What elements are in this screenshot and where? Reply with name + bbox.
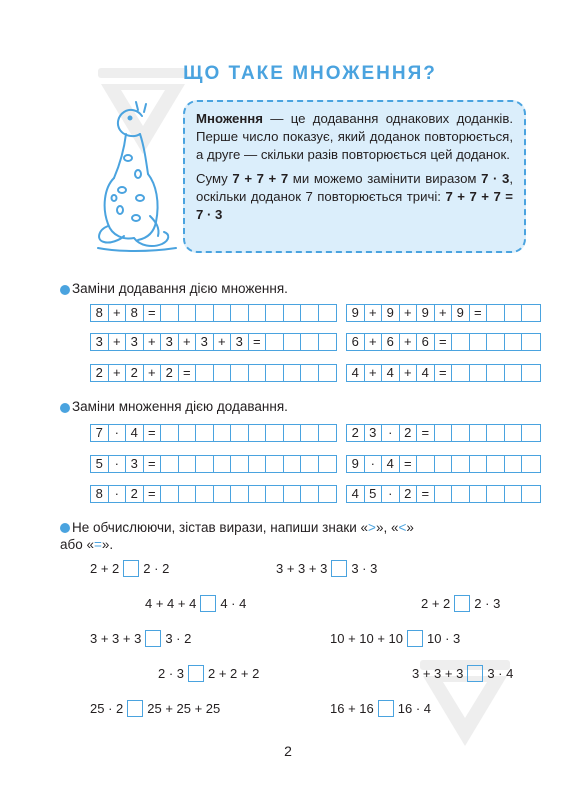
grid-cell[interactable]: 8	[126, 305, 144, 321]
grid-cell[interactable]: ·	[109, 486, 127, 502]
right-expression: 2 · 2	[143, 561, 170, 576]
grid-cell[interactable]	[196, 365, 214, 381]
grid-cell[interactable]	[505, 486, 523, 502]
grid-cell[interactable]	[319, 425, 337, 441]
grid-cell[interactable]	[522, 334, 540, 350]
grid-cell[interactable]	[284, 305, 302, 321]
grid-cell[interactable]	[470, 425, 488, 441]
grid-cell[interactable]	[249, 425, 267, 441]
grid-cell[interactable]	[266, 486, 284, 502]
example-part: Суму	[196, 171, 233, 186]
grid-cell[interactable]	[301, 334, 319, 350]
left-expression: 4 + 4 + 4	[145, 596, 197, 611]
grid-cell[interactable]	[522, 456, 540, 472]
grid-cell[interactable]	[505, 456, 523, 472]
comparison-item	[145, 595, 246, 612]
grid-cell[interactable]: ·	[382, 425, 400, 441]
label-part: ».	[101, 537, 114, 552]
grid-cell[interactable]	[231, 425, 249, 441]
answer-strip[interactable]	[90, 455, 337, 473]
grid-cell[interactable]	[301, 365, 319, 381]
answer-box[interactable]	[200, 595, 216, 612]
left-expression: 2 · 3	[158, 666, 185, 681]
grid-cell[interactable]: ·	[365, 456, 383, 472]
grid-cell[interactable]: +	[179, 334, 197, 350]
grid-cell[interactable]: ·	[109, 425, 127, 441]
grid-cell[interactable]	[452, 456, 470, 472]
grid-cell[interactable]: +	[109, 334, 127, 350]
grid-cell[interactable]	[522, 365, 540, 381]
right-expression: 2 + 2 + 2	[208, 666, 260, 681]
grid-cell[interactable]: =	[249, 334, 267, 350]
grid-cell[interactable]	[214, 365, 232, 381]
grid-cell[interactable]: 6	[347, 334, 365, 350]
answer-box[interactable]	[331, 560, 347, 577]
grid-cell[interactable]	[319, 486, 337, 502]
grid-cell[interactable]: =	[417, 425, 435, 441]
grid-cell[interactable]: 2	[400, 486, 418, 502]
grid-cell[interactable]	[214, 305, 232, 321]
answer-box[interactable]	[454, 595, 470, 612]
task2-label: Заміни множення дією додавання.	[72, 399, 288, 414]
answer-strip[interactable]	[90, 304, 337, 322]
grid-cell[interactable]	[266, 425, 284, 441]
grid-cell[interactable]: 4	[126, 425, 144, 441]
grid-cell[interactable]	[266, 305, 284, 321]
answer-box[interactable]	[188, 665, 204, 682]
grid-cell[interactable]	[179, 456, 197, 472]
comparison-item	[412, 665, 513, 682]
comparison-item	[90, 630, 191, 647]
grid-cell[interactable]: =	[400, 456, 418, 472]
grid-cell[interactable]: +	[400, 334, 418, 350]
left-expression: 3 + 3 + 3	[90, 631, 142, 646]
grid-cell[interactable]	[487, 486, 505, 502]
label-part: », «	[375, 520, 399, 535]
grid-cell[interactable]: 2	[126, 365, 144, 381]
grid-cell[interactable]: 4	[382, 456, 400, 472]
grid-cell[interactable]	[470, 334, 488, 350]
grid-cell[interactable]: 4	[347, 365, 365, 381]
task3-label	[60, 519, 540, 553]
grid-cell[interactable]: +	[435, 305, 453, 321]
grid-cell[interactable]	[179, 425, 197, 441]
right-expression: 16 · 4	[397, 701, 431, 716]
grid-cell[interactable]	[266, 456, 284, 472]
grid-cell[interactable]: +	[214, 334, 232, 350]
grid-cell[interactable]	[417, 456, 435, 472]
bullet-icon	[60, 285, 70, 295]
answer-box[interactable]	[123, 560, 139, 577]
grid-cell[interactable]	[161, 456, 179, 472]
grid-cell[interactable]	[161, 486, 179, 502]
grid-cell[interactable]: =	[435, 365, 453, 381]
grid-cell[interactable]	[452, 486, 470, 502]
comparison-item	[421, 595, 500, 612]
grid-cell[interactable]	[179, 486, 197, 502]
grid-cell[interactable]	[487, 365, 505, 381]
page-title: ЩО ТАКЕ МНОЖЕННЯ?	[183, 63, 437, 84]
grid-cell[interactable]	[522, 486, 540, 502]
grid-cell[interactable]: +	[365, 305, 383, 321]
grid-cell[interactable]	[487, 334, 505, 350]
right-expression: 25 + 25 + 25	[147, 701, 221, 716]
sign-gt: >	[368, 520, 376, 535]
grid-cell[interactable]	[452, 425, 470, 441]
grid-cell[interactable]: +	[109, 305, 127, 321]
grid-cell[interactable]: 9	[417, 305, 435, 321]
grid-cell[interactable]: 2	[161, 365, 179, 381]
grid-cell[interactable]	[487, 425, 505, 441]
giraffe-illustration	[90, 98, 180, 258]
grid-cell[interactable]	[505, 365, 523, 381]
grid-cell[interactable]: 2	[126, 486, 144, 502]
answer-strip[interactable]	[90, 485, 337, 503]
grid-cell[interactable]: +	[365, 334, 383, 350]
grid-cell[interactable]	[487, 456, 505, 472]
grid-cell[interactable]: 3	[161, 334, 179, 350]
grid-cell[interactable]	[284, 334, 302, 350]
page-number: 2	[284, 743, 292, 759]
answer-strip[interactable]	[90, 364, 337, 382]
answer-box[interactable]	[467, 665, 483, 682]
grid-cell[interactable]	[231, 486, 249, 502]
left-expression: 10 + 10 + 10	[330, 631, 404, 646]
grid-cell[interactable]: =	[144, 486, 162, 502]
right-expression: 10 · 3	[427, 631, 461, 646]
grid-cell[interactable]	[470, 365, 488, 381]
grid-cell[interactable]	[452, 365, 470, 381]
right-expression: 3 · 4	[487, 666, 514, 681]
grid-cell[interactable]	[284, 456, 302, 472]
grid-cell[interactable]: +	[109, 365, 127, 381]
bullet-icon	[60, 523, 70, 533]
grid-cell[interactable]	[319, 365, 337, 381]
answer-strip[interactable]	[90, 424, 337, 442]
left-expression: 3 + 3 + 3	[412, 666, 464, 681]
grid-cell[interactable]: 8	[91, 305, 109, 321]
comparison-item	[90, 700, 220, 717]
sign-eq: =	[94, 537, 102, 552]
grid-cell[interactable]	[522, 425, 540, 441]
definition-text	[196, 110, 513, 164]
comparison-item	[90, 560, 169, 577]
grid-cell[interactable]	[161, 425, 179, 441]
grid-cell[interactable]	[435, 486, 453, 502]
grid-cell[interactable]	[249, 456, 267, 472]
grid-cell[interactable]	[470, 456, 488, 472]
example-expression: 7 · 3	[481, 171, 510, 186]
answer-strip[interactable]	[346, 304, 541, 322]
grid-cell[interactable]	[161, 305, 179, 321]
grid-cell[interactable]	[435, 456, 453, 472]
grid-cell[interactable]: 6	[417, 334, 435, 350]
grid-cell[interactable]: 9	[452, 305, 470, 321]
comparison-item	[276, 560, 377, 577]
comparison-item	[330, 700, 431, 717]
grid-cell[interactable]	[249, 305, 267, 321]
comparison-item	[158, 665, 259, 682]
grid-cell[interactable]	[487, 305, 505, 321]
grid-cell[interactable]: 2	[347, 425, 365, 441]
grid-cell[interactable]: =	[144, 456, 162, 472]
grid-cell[interactable]: 3	[231, 334, 249, 350]
grid-cell[interactable]: 7	[91, 425, 109, 441]
right-expression: 3 · 2	[165, 631, 192, 646]
grid-cell[interactable]: 9	[382, 305, 400, 321]
left-expression: 3 + 3 + 3	[276, 561, 328, 576]
grid-cell[interactable]: 2	[91, 365, 109, 381]
grid-cell[interactable]	[284, 425, 302, 441]
grid-cell[interactable]	[435, 425, 453, 441]
grid-cell[interactable]	[319, 334, 337, 350]
grid-cell[interactable]: 5	[365, 486, 383, 502]
grid-cell[interactable]: =	[179, 365, 197, 381]
grid-cell[interactable]	[284, 486, 302, 502]
task1-label: Заміни додавання дією множення.	[72, 281, 288, 296]
grid-cell[interactable]	[470, 486, 488, 502]
grid-cell[interactable]	[249, 365, 267, 381]
grid-cell[interactable]	[522, 305, 540, 321]
grid-cell[interactable]	[319, 456, 337, 472]
grid-cell[interactable]: =	[144, 425, 162, 441]
grid-cell[interactable]	[452, 334, 470, 350]
answer-strip[interactable]	[90, 333, 337, 351]
left-expression: 2 + 2	[90, 561, 120, 576]
grid-cell[interactable]	[214, 486, 232, 502]
grid-cell[interactable]: =	[470, 305, 488, 321]
grid-cell[interactable]	[196, 305, 214, 321]
definition: — це додавання однакових доданків. Перше число показує, який доданок повторюється, а друге — скільки разів повторюється цей доданок.	[196, 111, 513, 162]
grid-cell[interactable]: =	[435, 334, 453, 350]
grid-cell[interactable]	[284, 365, 302, 381]
left-expression: 25 · 2	[90, 701, 124, 716]
grid-cell[interactable]	[505, 305, 523, 321]
grid-cell[interactable]	[196, 425, 214, 441]
grid-cell[interactable]: 3	[91, 334, 109, 350]
grid-cell[interactable]: 8	[91, 486, 109, 502]
label-part: або «	[60, 537, 95, 552]
grid-cell[interactable]	[196, 456, 214, 472]
label-part: Не обчислюючи, зістав вирази, напиши знаки «	[72, 520, 369, 535]
grid-cell[interactable]	[505, 425, 523, 441]
grid-cell[interactable]: 4	[417, 365, 435, 381]
grid-cell[interactable]	[249, 486, 267, 502]
grid-cell[interactable]	[505, 334, 523, 350]
grid-cell[interactable]: +	[400, 305, 418, 321]
grid-cell[interactable]: +	[400, 365, 418, 381]
example-expression: 7 + 7 + 7 = 7 · 3	[196, 189, 513, 222]
grid-cell[interactable]: ·	[109, 456, 127, 472]
term: Множення	[196, 111, 263, 126]
grid-cell[interactable]: 9	[347, 305, 365, 321]
bullet-icon	[60, 403, 70, 413]
grid-cell[interactable]: +	[144, 365, 162, 381]
grid-cell[interactable]	[231, 456, 249, 472]
grid-cell[interactable]: 2	[400, 425, 418, 441]
left-expression: 16 + 16	[330, 701, 374, 716]
example-expression: 7 + 7 + 7	[232, 171, 289, 186]
answer-strip[interactable]	[346, 485, 541, 503]
grid-cell[interactable]: 6	[382, 334, 400, 350]
left-expression: 2 + 2	[421, 596, 451, 611]
grid-cell[interactable]	[214, 456, 232, 472]
sign-lt: <	[398, 520, 407, 535]
example-part: ми можемо замінити виразом	[288, 171, 482, 186]
answer-box[interactable]	[378, 700, 394, 717]
grid-cell[interactable]: 3	[365, 425, 383, 441]
answer-strip[interactable]	[346, 333, 541, 351]
grid-cell[interactable]	[196, 486, 214, 502]
definition-box	[183, 100, 526, 253]
grid-cell[interactable]	[266, 365, 284, 381]
grid-cell[interactable]: +	[365, 365, 383, 381]
grid-cell[interactable]	[179, 305, 197, 321]
right-expression: 2 · 3	[474, 596, 501, 611]
grid-cell[interactable]: 9	[347, 456, 365, 472]
grid-cell[interactable]	[301, 305, 319, 321]
label-part: »	[406, 520, 414, 535]
grid-cell[interactable]: =	[144, 305, 162, 321]
grid-cell[interactable]	[301, 456, 319, 472]
grid-cell[interactable]: ·	[382, 486, 400, 502]
grid-cell[interactable]: =	[417, 486, 435, 502]
grid-cell[interactable]	[231, 305, 249, 321]
right-expression: 3 · 3	[351, 561, 378, 576]
right-expression: 4 · 4	[220, 596, 247, 611]
answer-box[interactable]	[127, 700, 143, 717]
example-text	[196, 170, 513, 224]
grid-cell[interactable]	[319, 305, 337, 321]
grid-cell[interactable]: +	[144, 334, 162, 350]
answer-strip[interactable]	[346, 455, 541, 473]
grid-cell[interactable]: 3	[126, 334, 144, 350]
answer-strip[interactable]	[346, 424, 541, 442]
answer-box[interactable]	[407, 630, 423, 647]
answer-strip[interactable]	[346, 364, 541, 382]
grid-cell[interactable]: 3	[126, 456, 144, 472]
grid-cell[interactable]	[214, 425, 232, 441]
grid-cell[interactable]	[301, 486, 319, 502]
grid-cell[interactable]	[301, 425, 319, 441]
grid-cell[interactable]: 3	[196, 334, 214, 350]
grid-cell[interactable]: 4	[347, 486, 365, 502]
comparison-item	[330, 630, 460, 647]
answer-box[interactable]	[145, 630, 161, 647]
grid-cell[interactable]: 4	[382, 365, 400, 381]
grid-cell[interactable]: 5	[91, 456, 109, 472]
grid-cell[interactable]	[231, 365, 249, 381]
example-part: , оскільки доданок 7 повторюється тричі:	[196, 171, 514, 204]
grid-cell[interactable]	[266, 334, 284, 350]
